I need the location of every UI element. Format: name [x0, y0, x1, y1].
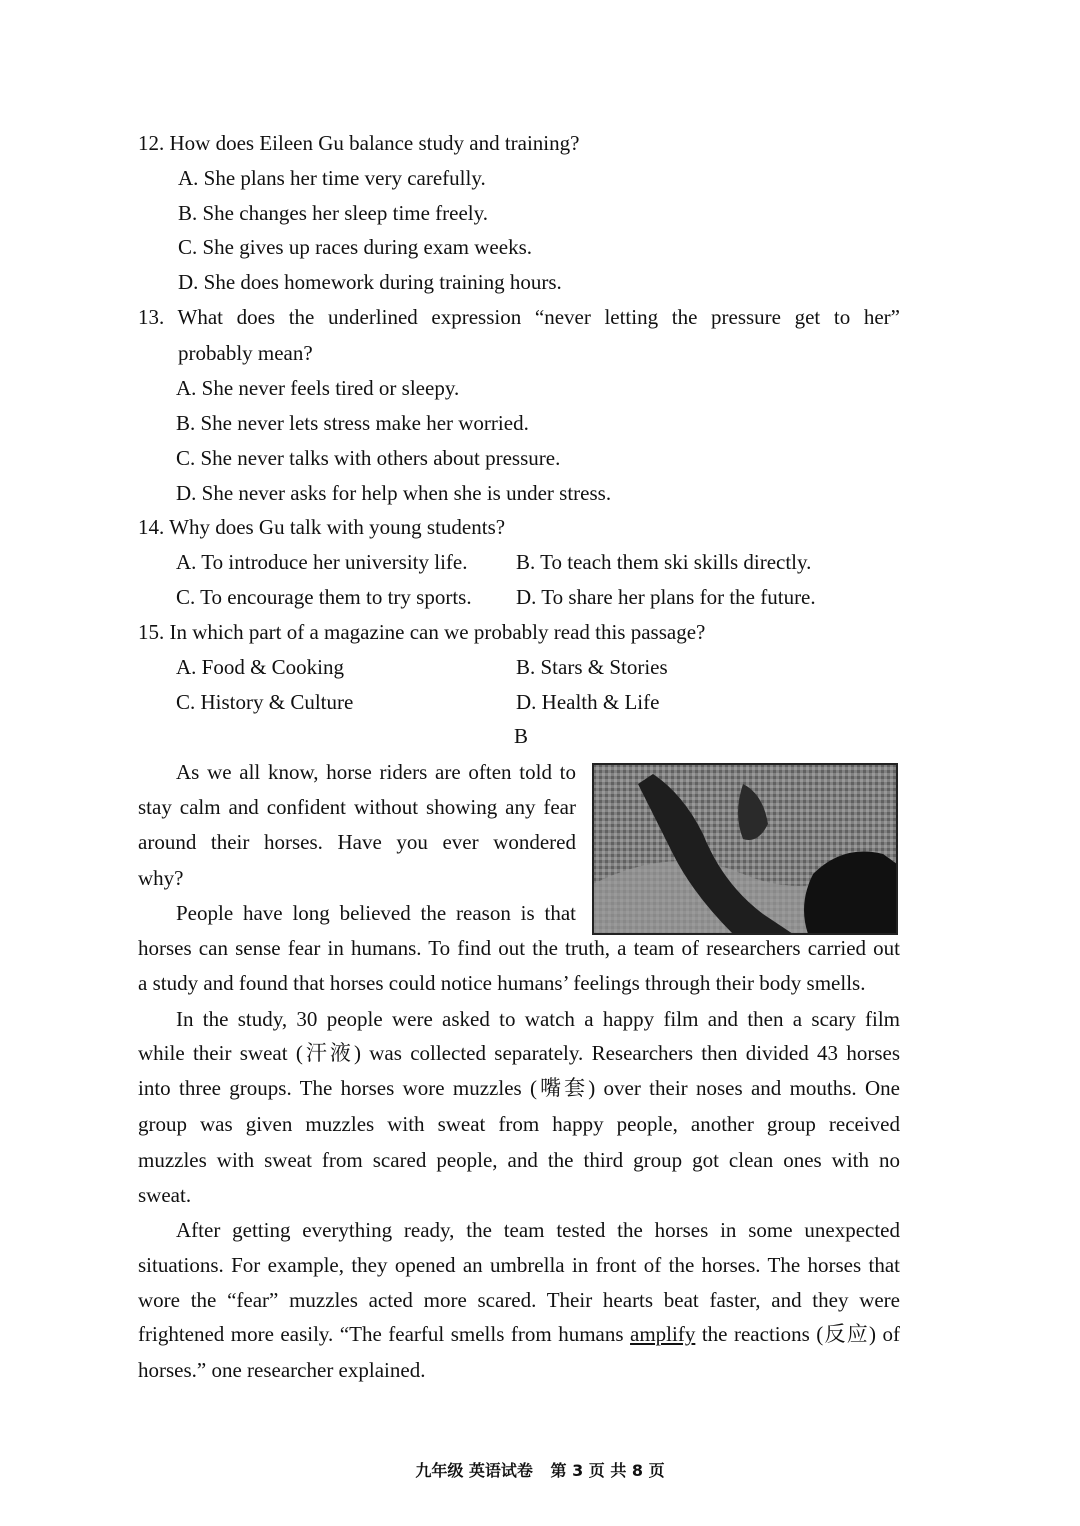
q15-stem: 15. In which part of a magazine can we probably read this passage?: [138, 620, 706, 644]
passage-b-p4-line4-prefix: frightened more easily. “The fearful smells from humans: [138, 1322, 631, 1346]
footer-grade-subject: 九年级 英语试卷: [415, 1461, 533, 1480]
horse-photo-image: [593, 764, 897, 934]
passage-b-p1-line3: around their horses. Have you ever wondered: [138, 830, 576, 854]
q14-stem: 14. Why does Gu talk with young students?: [138, 515, 506, 539]
q12-option-b: B. She changes her sleep time freely.: [178, 201, 489, 225]
q13-stem-line2: probably mean?: [178, 341, 313, 365]
passage-b-p4-line3: wore the “fear” muzzles acted more scared. Their hearts beat faster, and they were: [138, 1288, 900, 1312]
horse-photo: [592, 763, 898, 935]
passage-b-p2-line2: horses can sense fear in humans. To find out the truth, a team of researchers carried out: [138, 936, 900, 960]
passage-b-p2-line3: a study and found that horses could notice humans’ feelings through their body smells.: [138, 971, 866, 995]
passage-b-p3-line6: sweat.: [138, 1183, 192, 1207]
q13-stem-line1: [138, 304, 900, 330]
q13-stem-quote: never letting the pressure get to her: [544, 305, 891, 329]
passage-b-p1-line4: why?: [138, 866, 184, 890]
passage-b-p3-line1: In the study, 30 people were asked to watch a happy film and then a scary film: [176, 1007, 900, 1031]
q14-option-b: B. To teach them ski skills directly.: [516, 550, 812, 574]
q13-option-b: B. She never lets stress make her worried.: [176, 411, 529, 435]
passage-b-p4-line1: After getting everything ready, the team tested the horses in some unexpected: [176, 1218, 900, 1242]
passage-b-p3-line3: into three groups. The horses wore muzzles (嘴套) over their noses and mouths. One: [138, 1076, 900, 1100]
section-b-heading: B: [514, 724, 529, 748]
q15-option-d: D. Health & Life: [516, 690, 660, 714]
q12-option-c: C. She gives up races during exam weeks.: [178, 235, 532, 259]
passage-b-p4-line5: horses.” one researcher explained.: [138, 1358, 426, 1382]
footer-page-info: 第 3 页 共 8 页: [550, 1461, 665, 1480]
page-footer: [0, 1458, 1080, 1481]
q14-option-a: A. To introduce her university life.: [176, 550, 468, 574]
q12-stem: 12. How does Eileen Gu balance study and training?: [138, 131, 580, 155]
passage-b-p1-line1: As we all know, horse riders are often told to: [176, 760, 576, 784]
passage-b-p4-line4: [138, 1321, 900, 1347]
passage-b-p2-line1: People have long believed the reason is that: [176, 901, 576, 925]
q13-stem-prefix: 13. What does the underlined expression “: [138, 305, 545, 329]
passage-b-p1-line2: stay calm and confident without showing any fear: [138, 795, 576, 819]
passage-b-p3-line2: while their sweat (汗液) was collected separately. Researchers then divided 43 horses: [138, 1041, 900, 1065]
q12-option-d: D. She does homework during training hours.: [178, 270, 562, 294]
passage-b-p4-line4-suffix: the reactions (反应) of: [695, 1322, 900, 1346]
q13-option-d: D. She never asks for help when she is under stress.: [176, 481, 612, 505]
q15-option-b: B. Stars & Stories: [516, 655, 668, 679]
q12-option-a: A. She plans her time very carefully.: [178, 166, 486, 190]
passage-b-p4-line2: situations. For example, they opened an umbrella in front of the horses. The horses that: [138, 1253, 900, 1277]
q14-option-c: C. To encourage them to try sports.: [176, 585, 472, 609]
passage-b-p3-line4: group was given muzzles with sweat from happy people, another group received: [138, 1112, 900, 1136]
q13-stem-suffix: ”: [890, 305, 900, 329]
q14-option-d: D. To share her plans for the future.: [516, 585, 816, 609]
q15-option-c: C. History & Culture: [176, 690, 354, 714]
q15-option-a: A. Food & Cooking: [176, 655, 345, 679]
passage-b-p3-line5: muzzles with sweat from scared people, and the third group got clean ones with no: [138, 1148, 900, 1172]
q13-option-c: C. She never talks with others about pressure.: [176, 446, 561, 470]
underlined-word-amplify: amplify: [630, 1322, 696, 1346]
q13-option-a: A. She never feels tired or sleepy.: [176, 376, 460, 400]
